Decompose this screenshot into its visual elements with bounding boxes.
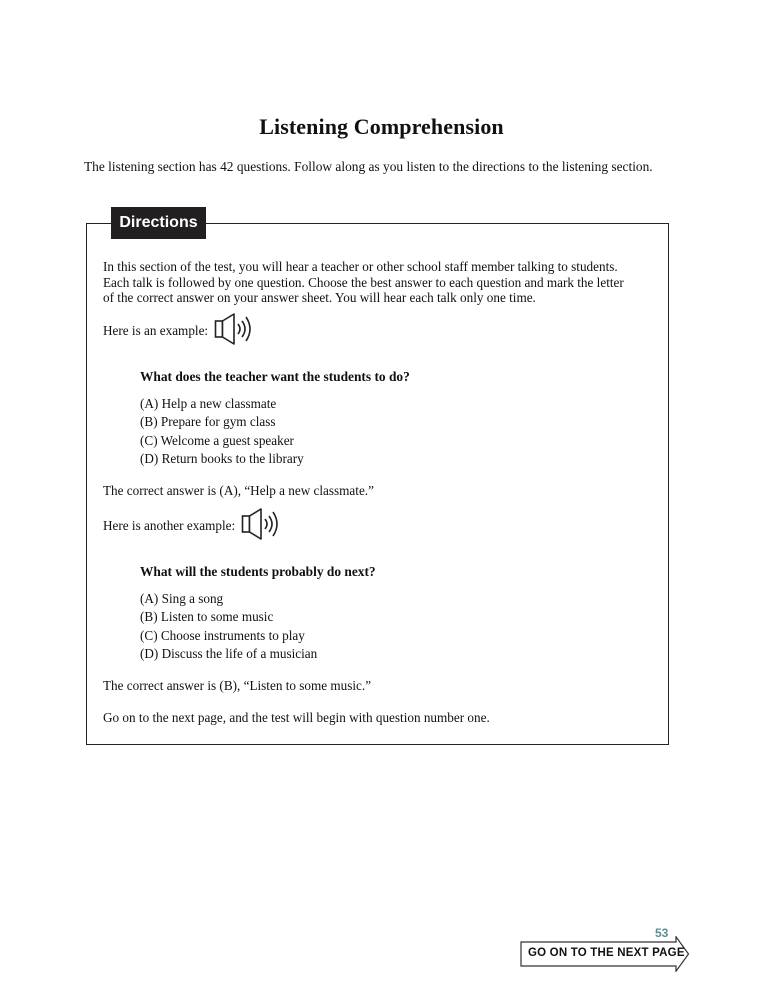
- closing-instruction: Go on to the next page, and the test will begin with question number one.: [103, 710, 490, 725]
- example-prompt-label: Here is an example:: [103, 323, 209, 338]
- page-title: Listening Comprehension: [259, 114, 504, 139]
- intro-text: The listening section has 42 questions. Follow along as you listen to the directions to the listening section.: [84, 159, 653, 174]
- answer-options: [140, 395, 304, 468]
- example-prompt: [103, 507, 287, 545]
- directions-paragraph: [103, 259, 663, 306]
- speaker-icon[interactable]: [214, 312, 260, 350]
- answer-option: (B) Listen to some music: [140, 609, 274, 625]
- example-question: What does the teacher want the students to do?: [140, 369, 410, 384]
- page-number: 53: [655, 926, 669, 940]
- answer-option: (A) Sing a song: [140, 591, 224, 606]
- speaker-icon[interactable]: [241, 507, 287, 545]
- answer-option: (B) Prepare for gym class: [140, 414, 276, 430]
- answer-options: [140, 590, 317, 663]
- paragraph-line: Each talk is followed by one question. Choose the best answer to each question and mark the letter: [103, 274, 624, 290]
- correct-answer: The correct answer is (B), “Listen to some music.”: [103, 678, 372, 693]
- example-prompt-label: Here is another example:: [103, 518, 236, 533]
- answer-option: (C) Choose instruments to play: [140, 627, 305, 643]
- next-page-label: GO ON TO THE NEXT PAGE: [528, 947, 685, 959]
- directions-heading: Directions: [111, 207, 206, 239]
- paragraph-line: In this section of the test, you will hear a teacher or other school staff member talking to students.: [103, 259, 618, 274]
- example-prompt: [103, 312, 260, 350]
- answer-option: (D) Return books to the library: [140, 450, 304, 466]
- paragraph-line: of the correct answer on your answer sheet. You will hear each talk only one time.: [103, 290, 536, 306]
- next-page-button[interactable]: [520, 936, 690, 972]
- example-question: What will the students probably do next?: [140, 564, 376, 579]
- answer-option: (D) Discuss the life of a musician: [140, 645, 318, 661]
- answer-option: (C) Welcome a guest speaker: [140, 432, 294, 448]
- correct-answer: The correct answer is (A), “Help a new classmate.”: [103, 483, 374, 498]
- answer-option: (A) Help a new classmate: [140, 396, 277, 411]
